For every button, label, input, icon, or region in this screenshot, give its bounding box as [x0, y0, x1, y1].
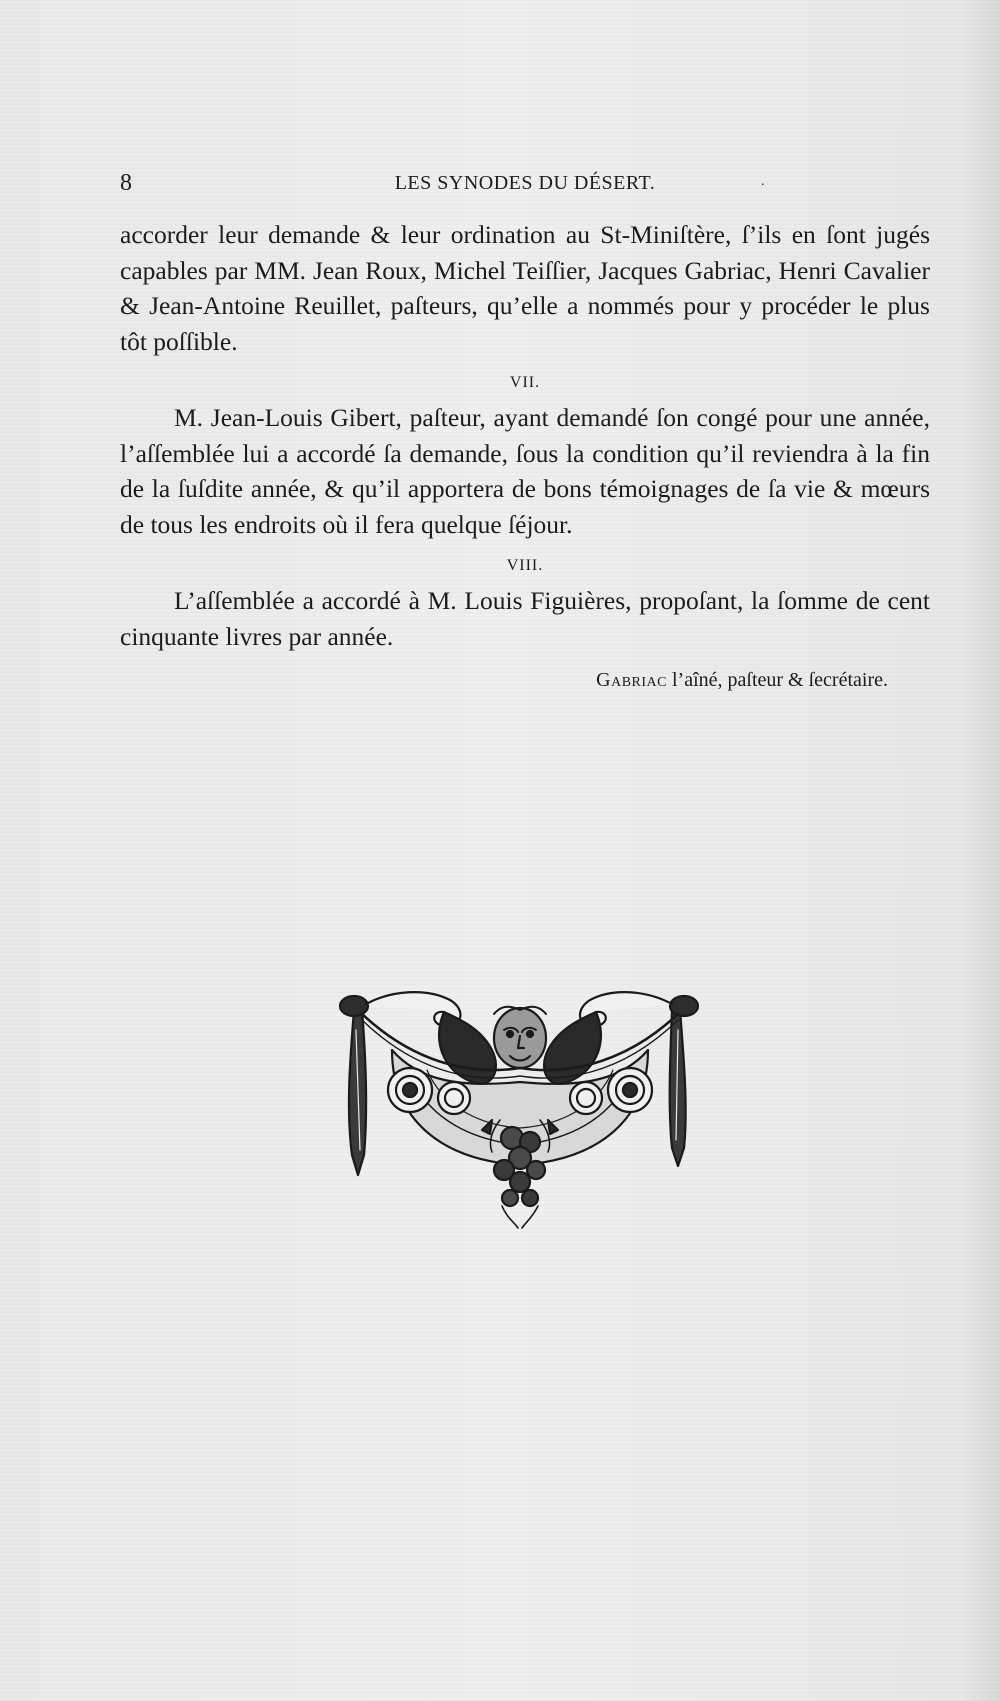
main-text	[120, 217, 930, 692]
page-header	[120, 170, 930, 200]
section-number-vii: VII.	[509, 374, 541, 391]
signature-line	[120, 668, 930, 692]
running-title: LES SYNODES DU DÉSERT.	[394, 172, 656, 194]
signature-name: Gabriac	[596, 669, 667, 691]
section-number-viii: VIII.	[506, 557, 544, 574]
ornament-vignette-icon	[332, 970, 712, 1235]
page-number: 8	[120, 170, 132, 196]
page-edge-shadow	[960, 0, 1000, 1701]
signature-title: l’aîné, paſteur & ſecrétaire.	[667, 669, 888, 691]
paragraph-ordination: accorder leur demande & leur ordination au St-Miniſtère, ſ’ils en ſont jugés capables par MM. Jean Roux, Michel Teiſſier, Jacques Gabriac, Henri Cavalier & Jean-Antoine Reuillet, paſteurs, qu’elle a nommés pour y procéder le plus tôt poſſible.	[120, 220, 930, 356]
paragraph-gibert: M. Jean-Louis Gibert, paſteur, ayant demandé ſon congé pour une année, l’aſſemblée lui a accordé ſa demande, ſous la condition qu’il reviendra à la fin de la ſuſdite année, & qu’il apportera de bons témoignages de ſa vie & mœurs de tous les endroits où il fera quelque ſéjour.	[120, 403, 930, 539]
header-dot: .	[761, 174, 765, 189]
paragraph-figuieres: L’aſſemblée a accordé à M. Louis Figuières, propoſant, la ſomme de cent cinquante livres par année.	[120, 586, 930, 651]
